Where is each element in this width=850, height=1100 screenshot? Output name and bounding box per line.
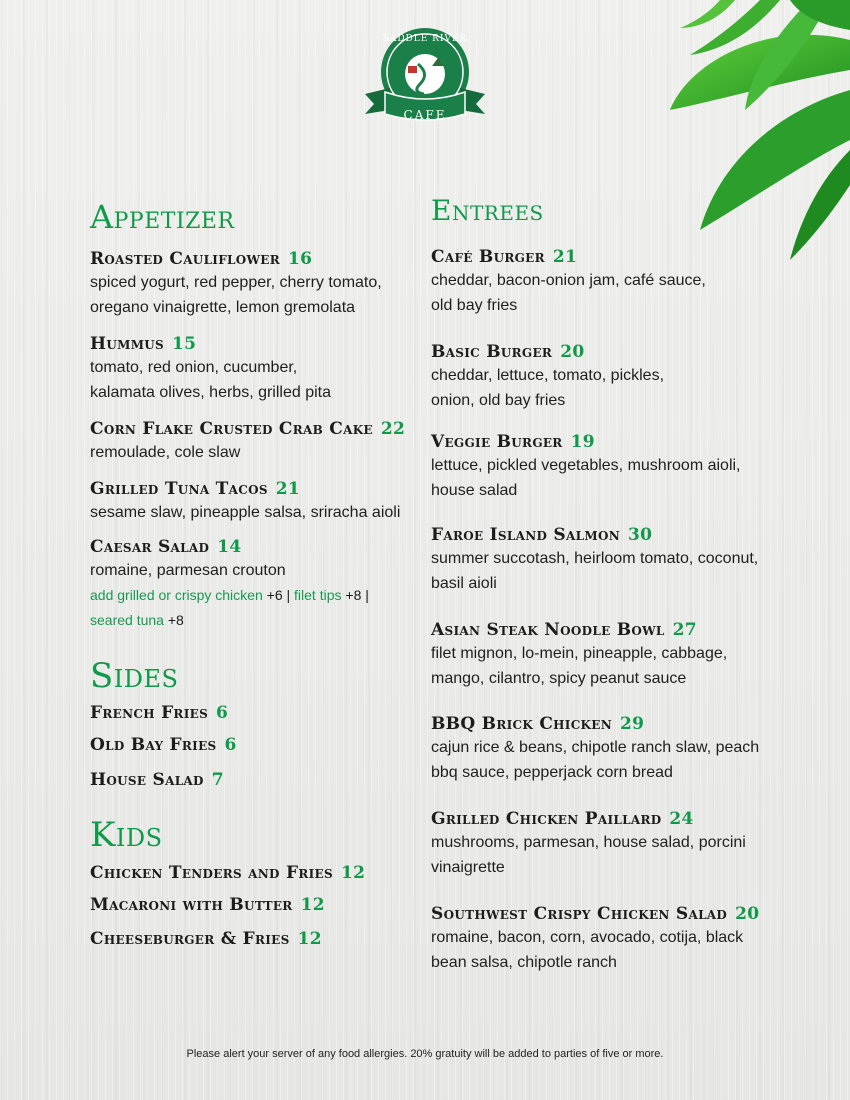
item-price: 21 <box>552 247 578 267</box>
item-desc: filet mignon, lo-mein, pineapple, cabbage, <box>431 645 728 662</box>
item-price: 20 <box>735 904 760 924</box>
item-desc: cheddar, lettuce, tomato, pickles, <box>431 367 665 384</box>
item-price: 24 <box>669 809 694 829</box>
menu-item <box>431 246 831 318</box>
item-desc: onion, old bay fries <box>431 392 566 409</box>
item-price: 30 <box>627 525 653 545</box>
item-desc: summer succotash, heirloom tomato, coconut, <box>431 550 759 567</box>
item-desc: bbq sauce, pepperjack corn bread <box>431 764 673 781</box>
item-name: Faroe Island Salmon <box>431 525 620 545</box>
addon-label: add grilled or crispy chicken <box>90 587 263 603</box>
kids-title: Kids <box>90 815 163 855</box>
item-price: 6 <box>216 703 229 723</box>
item-desc: sesame slaw, pineapple salsa, sriracha aioli <box>90 504 401 521</box>
item-name: BBQ Brick Chicken <box>431 714 612 734</box>
menu-item <box>90 536 420 633</box>
menu-item <box>90 734 420 756</box>
addon-line-2 <box>90 608 420 633</box>
item-price: 14 <box>217 537 242 557</box>
item-name: Hummus <box>90 334 165 354</box>
item-desc: basil aioli <box>431 575 497 592</box>
item-name: Southwest Crispy Chicken Salad <box>431 904 728 924</box>
menu-item <box>431 808 831 880</box>
item-price: 19 <box>570 432 595 452</box>
item-name: French Fries <box>90 703 209 723</box>
item-price: 20 <box>560 342 585 362</box>
item-desc: house salad <box>431 482 518 499</box>
item-price: 12 <box>300 895 325 915</box>
item-name: Cheeseburger & Fries <box>90 929 290 949</box>
item-name: Grilled Tuna Tacos <box>90 479 268 499</box>
item-price: 29 <box>620 714 645 734</box>
item-desc: oregano vinaigrette, lemon gremolata <box>90 299 356 316</box>
item-name: Asian Steak Noodle Bowl <box>431 620 665 640</box>
allergy-notice: Please alert your server of any food allergies. 20% gratuity will be added to parties of five or more. <box>186 1048 664 1060</box>
menu-item <box>431 903 831 975</box>
menu-item <box>90 248 420 320</box>
menu-item <box>90 478 420 525</box>
item-name: Macaroni with Butter <box>90 895 293 915</box>
entrees-title: Entrees <box>431 194 544 227</box>
item-price: 6 <box>224 735 237 755</box>
menu-item <box>90 702 420 724</box>
logo-top-text: SADDLE RIVER <box>382 34 468 44</box>
item-name: Roasted Cauliflower <box>90 249 281 269</box>
item-desc: kalamata olives, herbs, grilled pita <box>90 384 332 401</box>
item-price: 12 <box>340 863 366 883</box>
menu-item <box>90 418 420 465</box>
item-desc: tomato, red onion, cucumber, <box>90 359 298 376</box>
item-desc: cajun rice & beans, chipotle ranch slaw, peach <box>431 739 760 756</box>
item-desc: romaine, bacon, corn, avocado, cotija, black <box>431 929 744 946</box>
item-price: 27 <box>672 620 697 640</box>
item-price: 22 <box>380 419 406 439</box>
item-name: Basic Burger <box>431 342 553 362</box>
item-name: Caesar Salad <box>90 537 210 557</box>
menu-item <box>90 862 420 884</box>
menu-item <box>431 524 831 596</box>
item-desc: lettuce, pickled vegetables, mushroom aioli, <box>431 457 741 474</box>
sides-title: Sides <box>90 656 179 696</box>
addon-label: filet tips <box>294 587 342 603</box>
menu-item <box>431 431 831 503</box>
item-desc: remoulade, cole slaw <box>90 444 241 461</box>
item-price: 21 <box>275 479 301 499</box>
menu-item <box>90 894 420 916</box>
item-desc: old bay fries <box>431 297 518 314</box>
item-desc: mushrooms, parmesan, house salad, porcini <box>431 834 746 851</box>
item-price: 16 <box>288 249 313 269</box>
item-desc: vinaigrette <box>431 859 505 876</box>
addon-price: +6 | <box>262 587 295 603</box>
menu-item <box>431 619 831 691</box>
item-name: Grilled Chicken Paillard <box>431 809 662 829</box>
item-desc: romaine, parmesan crouton <box>90 562 286 579</box>
item-name: House Salad <box>90 770 204 790</box>
item-desc: cheddar, bacon-onion jam, café sauce, <box>431 272 706 289</box>
logo-banner-text: CAFE <box>403 108 447 122</box>
item-price: 15 <box>172 334 197 354</box>
item-name: Café Burger <box>431 247 545 267</box>
item-price: 12 <box>297 929 322 949</box>
item-price: 7 <box>211 770 224 790</box>
addon-price: +8 | <box>341 587 369 603</box>
item-name: Veggie Burger <box>431 432 563 452</box>
menu-item <box>90 333 420 405</box>
menu-item <box>90 928 420 950</box>
item-desc: spiced yogurt, red pepper, cherry tomato, <box>90 274 382 291</box>
basil-leaves-image <box>550 0 850 270</box>
menu-item <box>431 341 831 413</box>
item-name: Old Bay Fries <box>90 735 217 755</box>
addon-line-1 <box>90 583 420 608</box>
appetizer-title: Appetizer <box>90 198 235 236</box>
item-desc: bean salsa, chipotle ranch <box>431 954 617 971</box>
addon-label: seared tuna <box>90 612 164 628</box>
addon-price: +8 <box>163 612 184 628</box>
menu-item <box>431 713 831 785</box>
item-name: Chicken Tenders and Fries <box>90 863 333 883</box>
menu-item <box>90 769 420 791</box>
item-desc: mango, cilantro, spicy peanut sauce <box>431 670 687 687</box>
item-name: Corn Flake Crusted Crab Cake <box>90 419 373 439</box>
